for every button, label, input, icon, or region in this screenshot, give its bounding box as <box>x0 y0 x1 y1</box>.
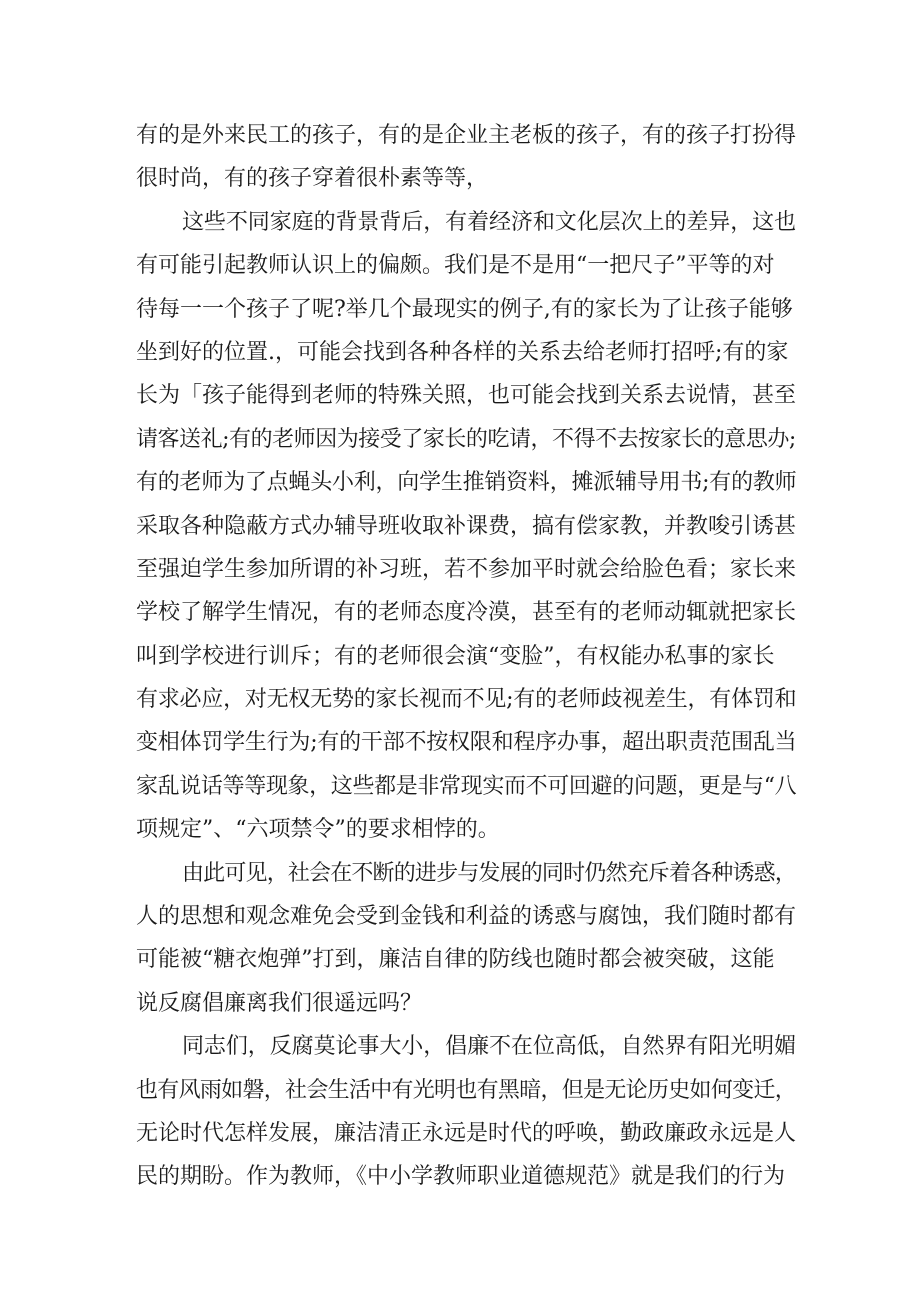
text-line: 可能被“糖衣炮弹”打到，廉洁自律的防线也随时都会被突破，这能 <box>136 947 775 973</box>
text-line: 采取各种隐蔽方式办辅导班收取补课费，搞有偿家教，并教唆引诱甚 <box>136 513 797 539</box>
text-line: 坐到好的位置.，可能会找到各种各样的关系去给老师打招呼;有的家 <box>136 339 789 365</box>
text-line: 无论时代怎样发展，廉洁清正永远是时代的呼唤，勤政廉政永远是人 <box>136 1120 797 1146</box>
text-line: 有求必应，对无权无势的家长视而不见;有的老师歧视差生，有体罚和 <box>136 687 797 713</box>
text-line: 有可能引起教师认识上的偏颇。我们是不是用“一把尺子”平等的对 <box>136 253 775 279</box>
text-line: 项规定”、“六项禁令”的要求相悖的。 <box>136 817 500 843</box>
text-line: 人的思想和观念难免会受到金钱和利益的诱惑与腐蚀，我们随时都有 <box>136 904 797 930</box>
text-line: 也有风雨如磐，社会生活中有光明也有黑暗，但是无论历史如何变迁， <box>136 1077 796 1103</box>
text-line: 由此可见，社会在不断的进步与发展的同时仍然充斥着各种诱惑， <box>182 860 796 886</box>
text-line: 很时尚，有的孩子穿着很朴素等等， <box>136 166 489 192</box>
text-line: 变相体罚学生行为;有的干部不按权限和程序办事，超出职责范围乱当 <box>136 730 797 756</box>
text-line: 至强迫学生参加所谓的补习班，若不参加平时就会给脸色看；家长来 <box>136 556 797 582</box>
text-line: 长为「孩子能得到老师的特殊关照，也可能会找到关系去说情，甚至 <box>136 383 797 409</box>
text-line: 这些不同家庭的背景背后，有着经济和文化层次上的差异，这也 <box>182 209 797 235</box>
text-line: 同志们，反腐莫论事大小，倡廉不在位高低，自然界有阳光明媚 <box>182 1034 797 1060</box>
body-text <box>136 114 796 1199</box>
text-line: 学校了解学生情况，有的老师态度冷漠，甚至有的老师动辄就把家长 <box>136 600 797 626</box>
text-line: 家乱说话等等现象，这些都是非常现实而不可回避的问题，更是与“八 <box>136 773 797 799</box>
text-line: 请客送礼;有的老师因为接受了家长的吃请，不得不去按家长的意思办; <box>136 426 796 452</box>
text-line: 民的期盼。作为教师，《中小学教师职业道德规范》就是我们的行为 <box>136 1164 786 1190</box>
text-line: 有的老师为了点蝇头小利，向学生推销资料，摊派辅导用书;有的教师 <box>136 470 797 496</box>
text-line: 有的是外来民工的孩子，有的是企业主老板的孩子，有的孩子打扮得 <box>136 123 797 148</box>
text-line: 待每一一个孩子了呢?举几个最现实的例子,有的家长为了让孩子能够 <box>136 296 793 322</box>
text-line: 说反腐倡廉离我们很遥远吗？ <box>136 990 423 1016</box>
text-line: 叫到学校进行训斥；有的老师很会演“变脸”，有权能办私事的家长 <box>136 643 775 669</box>
